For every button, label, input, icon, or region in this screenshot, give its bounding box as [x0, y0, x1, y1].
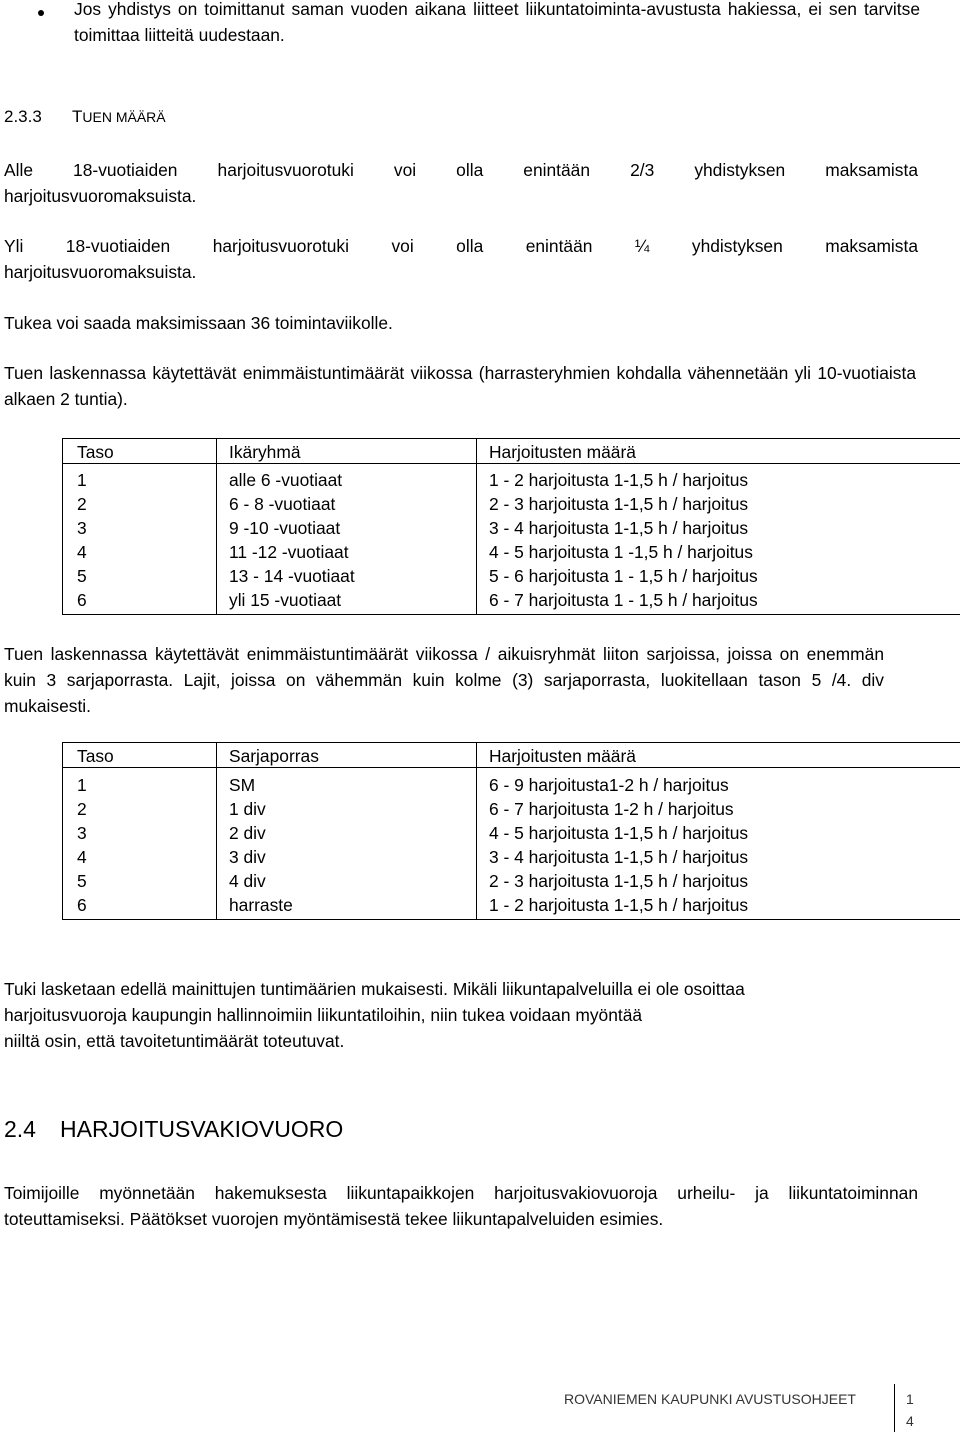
- header-level: Taso: [77, 746, 114, 766]
- cell-training-count: 5 - 6 harjoitusta 1 - 1,5 h / harjoitus: [489, 566, 758, 586]
- cell-training-count: 6 - 9 harjoitusta1-2 h / harjoitus: [489, 775, 729, 795]
- cell-level: 3: [77, 518, 87, 538]
- table-row: [63, 491, 960, 515]
- table-row: [63, 844, 960, 868]
- cell-level: 5: [77, 566, 87, 586]
- table-row: [63, 892, 960, 916]
- cell-age-group: 6 - 8 -vuotiaat: [229, 494, 336, 514]
- cell-league-tier: SM: [229, 775, 256, 795]
- table-row: [63, 539, 960, 563]
- section-heading-24: [4, 1114, 343, 1144]
- cell-training-count: 2 - 3 harjoitusta 1-1,5 h / harjoitus: [489, 494, 749, 514]
- header-training-count: Harjoitusten määrä: [489, 746, 636, 766]
- cell-level: 2: [77, 494, 87, 514]
- header-training-count: Harjoitusten määrä: [489, 442, 636, 462]
- cell-training-count: 6 - 7 harjoitusta 1-2 h / harjoitus: [489, 799, 734, 819]
- footer-page-number-b: 4: [906, 1413, 914, 1429]
- cell-age-group: 9 -10 -vuotiaat: [229, 518, 341, 538]
- cell-training-count: 4 - 5 harjoitusta 1 -1,5 h / harjoitus: [489, 542, 753, 562]
- table-row: [63, 563, 960, 587]
- section-title: HARJOITUSVAKIOVUORO: [60, 1116, 344, 1142]
- cell-age-group: 13 - 14 -vuotiaat: [229, 566, 355, 586]
- bullet-text: Jos yhdistys on toimittanut saman vuoden aikana liitteet liikuntatoiminta-avustusta hakiessa, ei sen tarvitse toimittaa liitteitä uudestaan.: [74, 0, 920, 45]
- table-row: [63, 796, 960, 820]
- section-number: 2.3.3: [4, 107, 42, 126]
- cell-level: 6: [77, 895, 87, 915]
- cell-training-count: 4 - 5 harjoitusta 1-1,5 h / harjoitus: [489, 823, 749, 843]
- table-row: [63, 587, 960, 611]
- table-body: [63, 768, 960, 916]
- over18-line2: harjoitusvuoromaksuista.: [4, 262, 197, 282]
- bullet-dot-icon: [38, 10, 44, 16]
- cell-level: 5: [77, 871, 87, 891]
- footer-title: ROVANIEMEN KAUPUNKI AVUSTUSOHJEET: [564, 1391, 856, 1407]
- cell-age-group: yli 15 -vuotiaat: [229, 590, 342, 610]
- table-body: [63, 464, 960, 611]
- cell-level: 4: [77, 542, 87, 562]
- under18-line1: Alle 18-vuotiaiden harjoitusvuorotuki voi olla enintään 2/3 yhdistyksen maksamista: [4, 160, 918, 180]
- under18-line2: harjoitusvuoromaksuista.: [4, 186, 197, 206]
- cell-training-count: 6 - 7 harjoitusta 1 - 1,5 h / harjoitus: [489, 590, 758, 610]
- footer-page-number-a: 1: [906, 1391, 914, 1407]
- cell-league-tier: harraste: [229, 895, 293, 915]
- age-group-table: [62, 438, 960, 615]
- league-table: [62, 742, 960, 920]
- table-header-row: [63, 743, 960, 768]
- calc-line2: harjoitusvuoroja kaupungin hallinnoimiin liikuntatiloihin, niin tukea voidaan myöntää: [4, 1005, 643, 1025]
- cell-age-group: alle 6 -vuotiaat: [229, 470, 343, 490]
- adults-intro-text: Tuen laskennassa käytettävät enimmäistuntimäärät viikossa / aikuisryhmät liiton sarjoissa, joissa on enemmän kuin 3 sarjaporrasta. Lajit, joissa on vähemmän kuin kolme (3) sarjaporrasta, luokitellaan tason 5 /4. div mukaisesti.: [4, 644, 884, 716]
- cell-training-count: 1 - 2 harjoitusta 1-1,5 h / harjoitus: [489, 895, 749, 915]
- section-number: 2.4: [4, 1116, 36, 1142]
- cell-training-count: 1 - 2 harjoitusta 1-1,5 h / harjoitus: [489, 470, 749, 490]
- cell-level: 3: [77, 823, 87, 843]
- max-weeks-text: Tukea voi saada maksimissaan 36 toimintaviikolle.: [4, 313, 393, 333]
- over18-line1: Yli 18-vuotiaiden harjoitusvuorotuki voi olla enintään ¼ yhdistyksen maksamista: [4, 236, 918, 256]
- hours-intro-text: Tuen laskennassa käytettävät enimmäistuntimäärät viikossa (harrasteryhmien kohdalla vähennetään yli 10-vuotiaista alkaen 2 tuntia).: [4, 363, 916, 409]
- cell-league-tier: 2 div: [229, 823, 266, 843]
- section-heading-233: [4, 104, 166, 130]
- table-header-row: [63, 439, 960, 464]
- cell-league-tier: 1 div: [229, 799, 266, 819]
- table-row: [63, 820, 960, 844]
- cell-level: 6: [77, 590, 87, 610]
- header-age-group: Ikäryhmä: [229, 442, 301, 462]
- header-level: Taso: [77, 442, 114, 462]
- cell-league-tier: 3 div: [229, 847, 266, 867]
- cell-training-count: 3 - 4 harjoitusta 1-1,5 h / harjoitus: [489, 518, 749, 538]
- calc-line3: niiltä osin, että tavoitetuntimäärät toteutuvat.: [4, 1031, 345, 1051]
- footer-divider: [894, 1384, 895, 1432]
- table-row: [63, 772, 960, 796]
- cell-league-tier: 4 div: [229, 871, 266, 891]
- table-row: [63, 515, 960, 539]
- cell-level: 4: [77, 847, 87, 867]
- cell-age-group: 11 -12 -vuotiaat: [229, 542, 349, 562]
- table-row: [63, 868, 960, 892]
- cell-training-count: 2 - 3 harjoitusta 1-1,5 h / harjoitus: [489, 871, 749, 891]
- calc-line1: Tuki lasketaan edellä mainittujen tuntimäärien mukaisesti. Mikäli liikuntapalveluilla ei ole osoittaa: [4, 979, 745, 999]
- cell-training-count: 3 - 4 harjoitusta 1-1,5 h / harjoitus: [489, 847, 749, 867]
- section-24-body: Toimijoille myönnetään hakemuksesta liikuntapaikkojen harjoitusvakiovuoroja urheilu- ja liikuntatoiminnan toteuttamiseksi. Päätökset vuorojen myöntämisestä tekee liikuntapalveluiden esimies.: [4, 1183, 918, 1229]
- header-league-tier: Sarjaporras: [229, 746, 319, 766]
- section-title-initial: T: [72, 107, 83, 126]
- cell-level: 2: [77, 799, 87, 819]
- cell-level: 1: [77, 775, 87, 795]
- table-row: [63, 467, 960, 491]
- section-title-rest: UEN MÄÄRÄ: [82, 109, 166, 125]
- cell-level: 1: [77, 470, 87, 490]
